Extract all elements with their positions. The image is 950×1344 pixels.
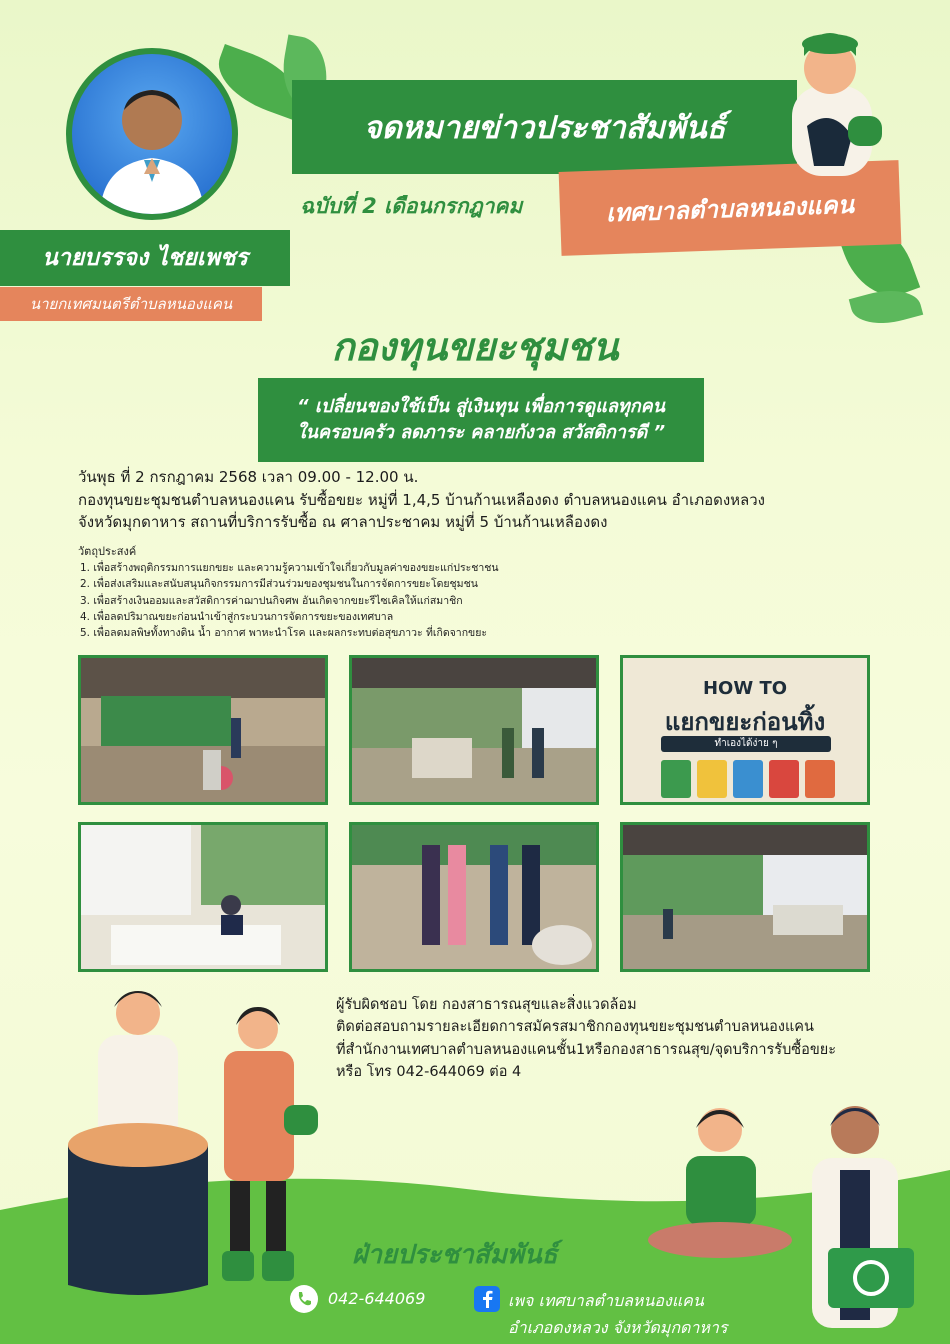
- howto-subtitle: แยกขยะก่อนทิ้ง: [664, 708, 826, 736]
- objectives-title: วัตถุประสงค์: [78, 545, 137, 558]
- organization-banner: เทศบาลตำบลหนองแคน: [559, 160, 902, 256]
- slogan-line: “ เปลี่ยนของใช้เป็น สู่เงินทุน เพื่อการดูแลทุกคน: [297, 395, 665, 417]
- activity-photo: [78, 655, 328, 805]
- mayor-position: นายกเทศมนตรีตำบลหนองแคน: [0, 287, 262, 321]
- list-item: 2. เพื่อส่งเสริมและสนับสนุนกิจกรรมการมีส่วนร่วมของชุมชนในการจัดการขยะโดยชุมชน: [80, 578, 478, 591]
- slogan-box: [258, 378, 704, 462]
- list-item: 4. เพื่อลดปริมาณขยะก่อนนำเข้าสู่กระบวนการจัดการขยะของเทศบาล: [80, 610, 394, 623]
- phone-icon: [290, 1285, 318, 1313]
- list-item: 5. เพื่อลดมลพิษทั้งทางดิน น้ำ อากาศ พาหะนำโรค และผลกระทบต่อสุขภาวะ ที่เกิดจากขยะ: [80, 627, 488, 640]
- facebook-page-link[interactable]: เพจ เทศบาลตำบลหนองแคน: [508, 1291, 704, 1310]
- mayor-name: นายบรรจง ไชยเพชร: [0, 230, 290, 286]
- list-item: 1. เพื่อสร้างพฤติกรรมการแยกขยะ และความรู้ความเข้าใจเกี่ยวกับมูลค่าของขยะแก่ประชาชน: [80, 562, 499, 574]
- facebook-icon: [474, 1286, 500, 1312]
- howto-tagline: ทำเองได้ง่าย ๆ: [661, 736, 831, 752]
- mayor-photo: [66, 48, 238, 220]
- activity-photo: [78, 822, 328, 972]
- activity-photo: [620, 822, 870, 972]
- pr-department-title: ฝ่ายประชาสัมพันธ์: [352, 1240, 558, 1270]
- howto-title: HOW TO: [702, 678, 788, 699]
- slogan-line: ในครอบครัว ลดภาระ คลายกังวล สวัสดิการดี ”: [296, 422, 666, 443]
- responsible-line: ผู้รับผิดชอบ โดย กองสาธารณสุขและสิ่งแวดล้อม: [336, 997, 637, 1013]
- responsible-line: หรือ โทร 042-644069 ต่อ 4: [336, 1064, 522, 1081]
- responsible-info: [336, 994, 836, 1084]
- event-description: กองทุนขยะชุมชนตำบลหนองแคน รับซื้อขยะ หมู่ที่ 1,4,5 บ้านก้านเหลืองดง ตำบลหนองแคน อำเภอดงหลวง: [78, 490, 765, 509]
- responsible-line: ที่สำนักงานเทศบาลตำบลหนองแคนชั้น1หรือกองสาธารณสุข/จุดบริการรับซื้อขยะ: [336, 1041, 837, 1058]
- list-item: 3. เพื่อสร้างเงินออมและสวัสดิการค่าฌาปนกิจศพ อันเกิดจากขยะรีไซเคิลให้แก่สมาชิก: [80, 594, 463, 607]
- responsible-line: ติดต่อสอบถามรายละเอียดการสมัครสมาชิกกองทุนขยะชุมชนตำบลหนองแคน: [336, 1019, 814, 1036]
- event-location: จังหวัดมุกดาหาร สถานที่บริการรับซื้อ ณ ศาลาประชาคม หมู่ที่ 5 บ้านก้านเหลืองดง: [78, 513, 608, 531]
- phone-number[interactable]: 042-644069: [328, 1289, 426, 1308]
- volunteers-illustration: [58, 985, 328, 1305]
- activity-photo: [349, 822, 599, 972]
- howto-poster: [620, 655, 870, 805]
- issue-label: ฉบับที่ 2 เดือนกรกฎาคม: [300, 194, 523, 218]
- activity-photo: [349, 655, 599, 805]
- event-date: วันพุธ ที่ 2 กรกฎาคม 2568 เวลา 09.00 - 12.00 น.: [78, 468, 419, 486]
- newsletter-headline: จดหมายข่าวประชาสัมพันธ์: [292, 80, 797, 174]
- page-title: กองทุนขยะชุมชน: [331, 325, 619, 369]
- objectives-list: [80, 560, 499, 641]
- event-details: [78, 466, 765, 534]
- page-location: อำเภอดงหลวง จังหวัดมุกดาหาร: [508, 1318, 728, 1337]
- worker-illustration: [752, 26, 892, 176]
